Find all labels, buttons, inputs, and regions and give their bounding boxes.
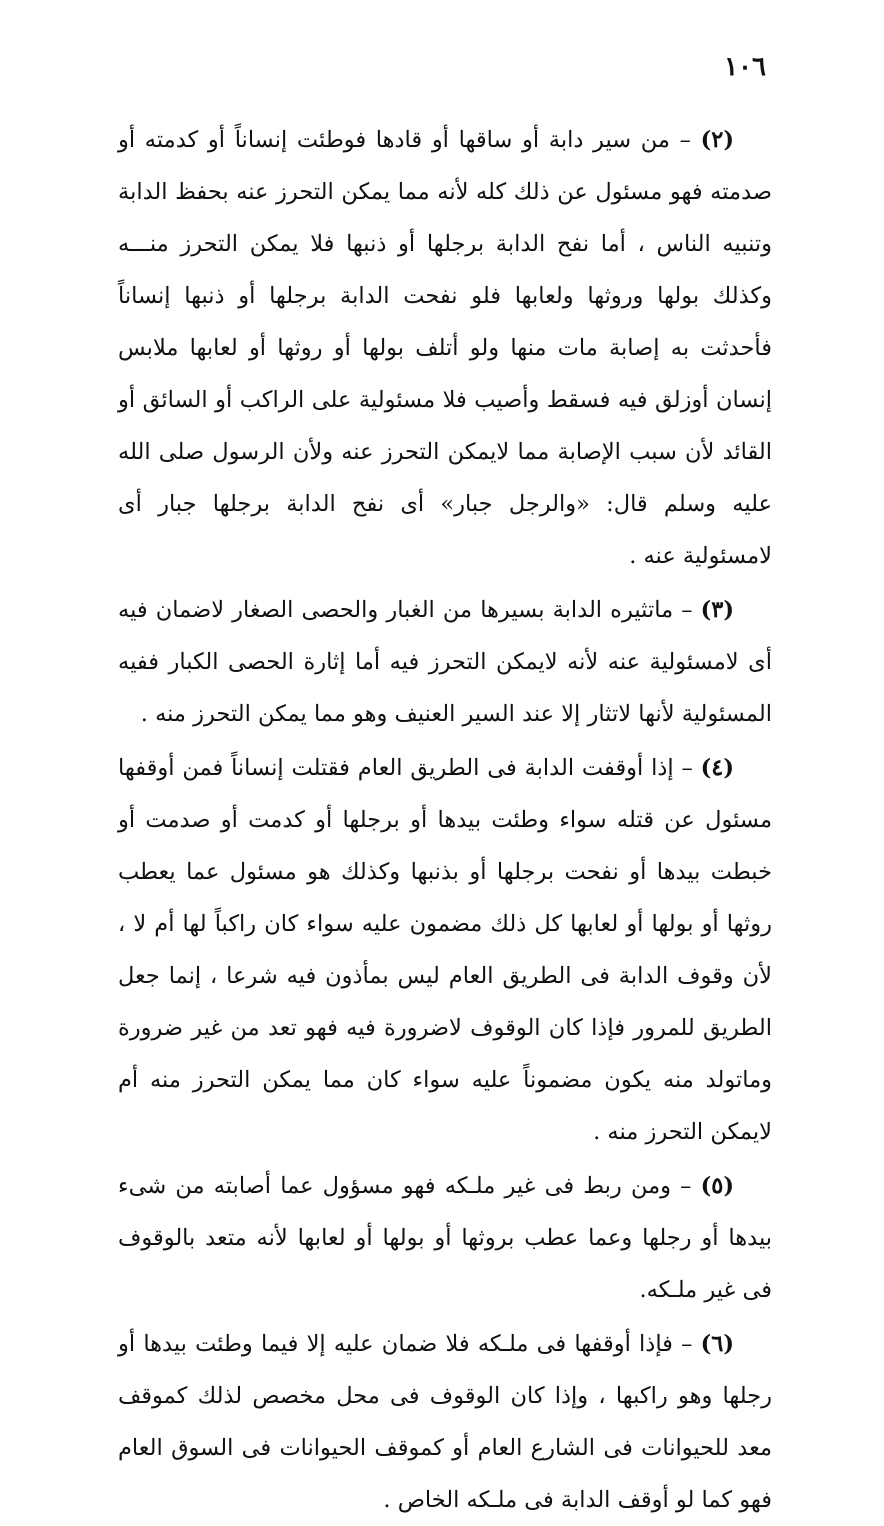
paragraph-text: – ماتثيره الدابة بسيرها من الغبار والحصى الصغار لاضمان فيه أى لامسئولية عنه لأنه لايمكن التحرز فيه أما إثارة الحصى الكبار ففيه المسئولية لأنها لاتثار إلا عند السير العنيف وهو مما يمكن التحرز منه . — [118, 597, 772, 727]
paragraph-2 — [118, 114, 772, 582]
paragraph-number: (٦) — [700, 1331, 734, 1357]
page-number: ١٠٦ — [724, 52, 766, 82]
paragraph-text: – ومن ربط فى غير ملـكه فهو مسؤول عما أصابته من شىء بيدها أو رجلها وعما عطب بروثها أو بولها أو لعابها لأنه متعد بالوقوف فى غير ملـكه. — [118, 1173, 772, 1303]
paragraph-number: (٣) — [700, 597, 734, 623]
paragraph-3 — [118, 584, 772, 740]
paragraph-number: (٤) — [700, 755, 734, 781]
paragraph-number: (٢) — [700, 127, 734, 153]
paragraph-text: – فإذا أوقفها فى ملـكه فلا ضمان عليه إلا فيما وطئت بيدها أو رجلها وهو راكبها ، وإذا كان الوقوف فى محل مخصص لذلك كموقف معد للحيوانات فى الشارع العام أو كموقف الحيوانات فى السوق العام فهو كما لو أوقف الدابة فى ملـكه الخاص . — [118, 1331, 772, 1513]
paragraph-4 — [118, 742, 772, 1158]
paragraph-6 — [118, 1318, 772, 1526]
paragraph-text: – من سير دابة أو ساقها أو قادها فوطئت إنساناً أو كدمته أو صدمته فهو مسئول عن ذلك كله لأنه مما يمكن التحرز عنه بحفظ الدابة وتنبيه الناس ، أما نفح الدابة برجلها أو ذنبها فلا يمكن التحرز منـــه وكذلك بولها وروثها ولعابها فلو نفحت الدابة برجلها أو ذنبها إنساناً فأحدثت به إصابة مات منها ولو أتلف بولها أو روثها أو لعابها ملابس إنسان أوزلق فيه فسقط وأصيب فلا مسئولية على الراكب أو السائق أو القائد لأن سبب الإصابة مما لايمكن التحرز عنه ولأن الرسول صلى الله عليه وسلم قال: «والرجل جبار» أى نفح الدابة برجلها جبار أى لامسئولية عنه . — [118, 127, 772, 569]
paragraph-number: (٥) — [700, 1173, 734, 1199]
paragraph-5 — [118, 1160, 772, 1316]
paragraph-text: – إذا أوقفت الدابة فى الطريق العام فقتلت إنساناً فمن أوقفها مسئول عن قتله سواء وطئت بيدها أو برجلها أو كدمت أو صدمت أو خبطت بيدها أو نفحت برجلها أو بذنبها وكذلك هو مسئول عما يعطب روثها أو بولها أو لعابها كل ذلك مضمون عليه سواء كان راكباً لها أم لا ، لأن وقوف الدابة فى الطريق العام ليس بمأذون فيه شرعا ، إنما جعل الطريق للمرور فإذا كان الوقوف لاضرورة فيه فهو تعد من غير ضرورة وماتولد منه يكون مضموناً عليه سواء كان مما يمكن التحرز منه أم لايمكن التحرز منه . — [118, 755, 772, 1145]
body-text — [118, 114, 772, 1526]
